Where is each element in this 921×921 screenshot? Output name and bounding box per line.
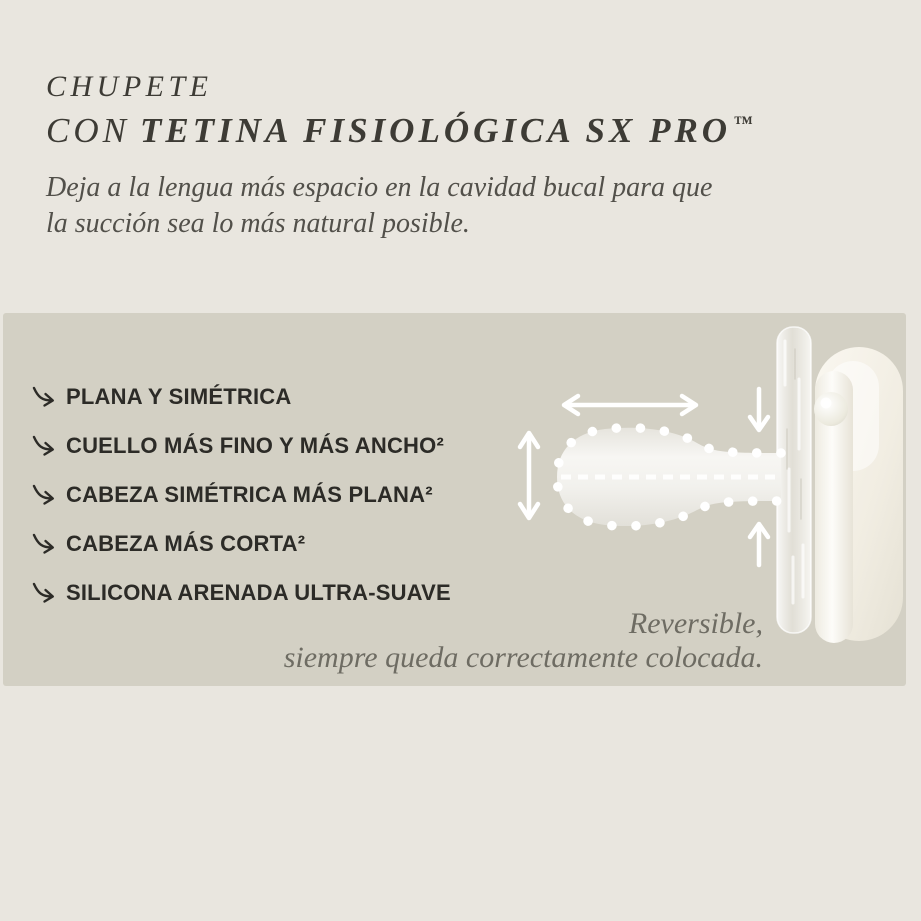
feature-item (31, 433, 451, 458)
feature-list (31, 384, 451, 629)
feature-item (31, 482, 451, 507)
arrow-right-icon (31, 386, 57, 408)
feature-item (31, 580, 451, 605)
arrow-right-icon (31, 533, 57, 555)
reversible-caption-line1: Reversible, (628, 607, 763, 640)
product-title-prefix: CON (46, 111, 130, 150)
pacifier-shield (777, 327, 811, 633)
teat-width-arrow-icon (564, 396, 696, 414)
feature-label: CABEZA SIMÉTRICA MÁS PLANA² (66, 481, 433, 507)
product-subtitle-line2: la succión sea lo más natural posible. (46, 207, 470, 239)
feature-label: CUELLO MÁS FINO Y MÁS ANCHO² (66, 432, 444, 458)
teat-height-arrow-icon (520, 433, 538, 518)
pacifier-handle (814, 347, 903, 643)
arrow-right-icon (31, 435, 57, 457)
handle-knob (814, 392, 848, 426)
product-subtitle-line1: Deja a la lengua más espacio en la cavidad bucal para que (46, 172, 713, 203)
neck-down-arrow-icon (750, 389, 768, 430)
pacifier-teat (557, 428, 781, 526)
features-panel (3, 313, 906, 686)
product-title-line1: CHUPETE (46, 70, 213, 103)
product-title-name: TETINA FISIOLÓGICA SX PRO (139, 111, 732, 150)
neck-up-arrow-icon (750, 524, 768, 565)
feature-item (31, 384, 451, 409)
reversible-caption-line2: siempre queda correctamente colocada. (283, 640, 763, 674)
product-header (46, 72, 752, 242)
arrow-right-icon (31, 582, 57, 604)
product-subtitle (46, 170, 752, 242)
feature-label: SILICONA ARENADA ULTRA-SUAVE (66, 579, 451, 605)
reversible-caption (284, 607, 763, 674)
trademark-symbol: ™ (733, 113, 753, 134)
feature-label: PLANA Y SIMÉTRICA (66, 383, 292, 409)
feature-label: CABEZA MÁS CORTA² (66, 530, 306, 556)
feature-item (31, 531, 451, 556)
product-title-line2 (46, 113, 752, 148)
arrow-right-icon (31, 484, 57, 506)
